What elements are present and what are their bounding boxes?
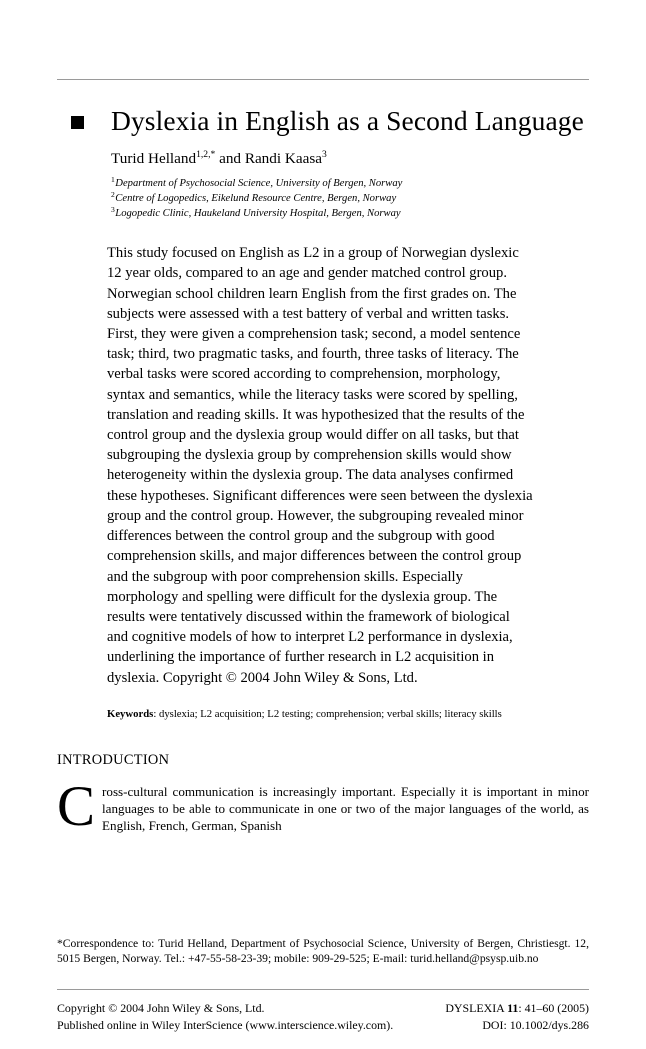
doi-text: DOI: 10.1002/dys.286 [482, 1017, 589, 1032]
author-1-sup-numbers: 1,2, [196, 148, 211, 160]
page-footer [57, 1000, 589, 1034]
affiliation-text: Centre of Logopedics, Eikelund Resource Centre, Bergen, Norway [115, 193, 397, 205]
keywords-separator: : [153, 707, 159, 720]
keywords-line [57, 707, 589, 722]
abstract-text: This study focused on English as L2 in a group of Norwegian dyslexic 12 year olds, compared to an age and gender matched control group. Norwegian school children learn English from the first grades on. The subjects were assessed with a test battery of verbal and written tasks. First, they were given a comprehension task; second, a model sentence task; third, two pragmatic tasks, and fourth, three tasks of literacy. The verbal tasks were scored according to comprehension, morphology, syntax and semantics, while the literacy tasks were scored by spelling, translation and reading skills. It was hypothesized that the results of the control group and the dyslexia group would differ on all tasks, but that subgrouping the dyslexia group by comprehension skills would show heterogeneity within the dyslexia group. The data analyses confirmed these hypotheses. Significant differences were seen between the dyslexia group and the control group. However, the subgrouping revealed minor differences between the control group and the subgroup with good comprehension skills, and major differences between the control group and the subgroup with poor comprehension skills. Especially morphology and spelling were difficult for the dyslexia group. The results were tentatively discussed within the framework of biological and cognitive models of how to interpret L2 performance in dyslexia, underlining the importance of further research in L2 acquisition in dyslexia. Copyright © 2004 John Wiley & Sons, Ltd. [107, 245, 533, 686]
keywords-label: Keywords [107, 707, 154, 720]
author-name-1: Turid Helland [111, 149, 197, 167]
copyright-text: Copyright © 2004 John Wiley & Sons, Ltd. [57, 1001, 265, 1015]
journal-citation [445, 1000, 589, 1017]
introduction-paragraph [57, 783, 589, 835]
top-divider [57, 79, 589, 80]
correspondence-footnote: *Correspondence to: Turid Helland, Department of Psychosocial Science, University of Bergen, Christiesgt. 12, 5015 Bergen, Norway. Tel.: +47-55-58-23-39; mobile: 909-29-525; E-mail: turid.helland@psysp.uib.no [57, 937, 589, 966]
corresponding-author-marker: * [210, 148, 216, 160]
affiliation-item [111, 176, 589, 191]
author-conjunction: and [215, 149, 245, 167]
paper-page [0, 79, 646, 1049]
affiliation-marker: 1 [111, 174, 115, 184]
footer-row-online [57, 1017, 589, 1034]
keywords-terms: dyslexia; L2 acquisition; L2 testing; comprehension; verbal skills; literacy skills [158, 707, 502, 720]
section-heading-introduction: INTRODUCTION [57, 751, 170, 768]
footer-divider [57, 989, 589, 990]
affiliation-item [111, 191, 589, 206]
affiliation-marker: 3 [111, 204, 115, 214]
drop-cap: C [57, 782, 96, 835]
affiliation-marker: 2 [111, 189, 115, 199]
author-list [57, 150, 589, 168]
author-2-affiliation-marker: 3 [322, 148, 327, 160]
journal-volume: 11 [507, 1001, 519, 1015]
affiliation-text: Department of Psychosocial Science, University of Bergen, Norway [115, 178, 403, 190]
affiliation-list [57, 176, 589, 221]
author-1-affiliation-marker [196, 149, 215, 160]
affiliation-text: Logopedic Clinic, Haukeland University Hospital, Bergen, Norway [115, 208, 401, 220]
introduction-body-text: ross-cultural communication is increasingly important. Especially it is important in minor languages to be able to communicate in one or two of the major languages of the world, as English, French, German, Spanish [102, 783, 589, 834]
title-block [57, 104, 589, 139]
journal-pages-year: : 41–60 (2005) [518, 1001, 589, 1015]
black-square-icon [71, 116, 84, 129]
journal-name: DYSLEXIA [445, 1001, 508, 1015]
footer-row-copyright [57, 1000, 589, 1017]
author-name-2: Randi Kaasa [244, 149, 322, 167]
published-online-text: Published online in Wiley InterScience (www.interscience.wiley.com). [57, 1017, 394, 1032]
affiliation-item [111, 206, 589, 221]
page-title: Dyslexia in English as a Second Language [111, 105, 584, 136]
